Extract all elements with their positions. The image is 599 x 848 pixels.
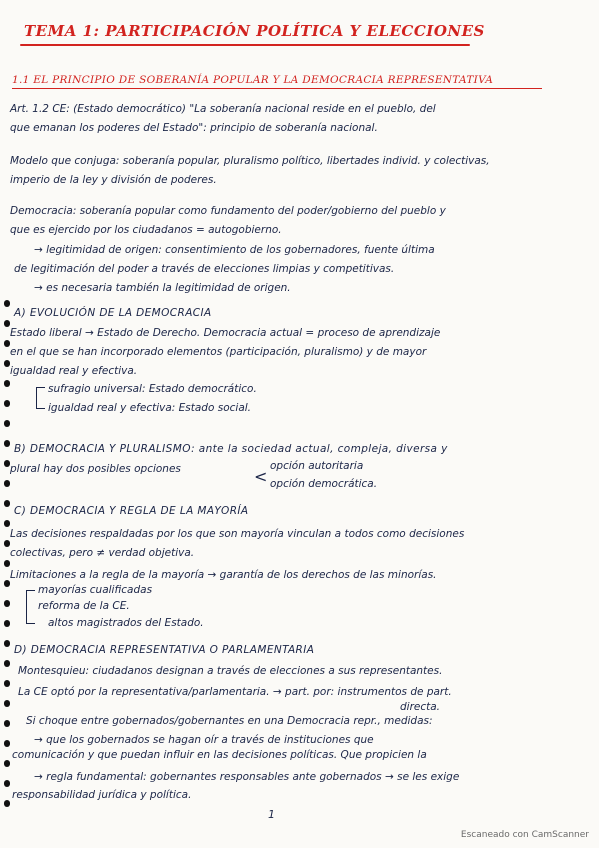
branch-symbol: <: [254, 467, 268, 486]
subsection-heading: B) DEMOCRACIA Y PLURALISMO: ante la sociedad actual, compleja, diversa y: [14, 443, 448, 455]
page-number: 1: [268, 808, 275, 821]
binder-hole: [4, 740, 10, 747]
note-line: → legitimidad de origen: consentimiento de los gobernadores, fuente última: [34, 244, 435, 256]
note-line: igualdad real y efectiva.: [10, 365, 138, 377]
note-line: imperio de la ley y división de poderes.: [10, 174, 217, 186]
branch-bracket: [36, 387, 45, 409]
note-line: Estado liberal → Estado de Derecho. Democracia actual = proceso de aprendizaje: [10, 327, 441, 339]
note-line: en el que se han incorporado elementos (participación, pluralismo) y de mayor: [10, 346, 427, 358]
note-line: opción autoritaria: [270, 460, 364, 472]
note-line: Art. 1.2 CE: (Estado democrático) "La soberanía nacional reside en el pueblo, del: [10, 103, 436, 115]
binder-hole: [4, 760, 10, 767]
binder-hole: [4, 380, 10, 387]
binder-hole: [4, 500, 10, 507]
note-line: Las decisiones respaldadas por los que son mayoría vinculan a todos como decisiones: [10, 528, 465, 540]
note-line: colectivas, pero ≠ verdad objetiva.: [10, 547, 195, 559]
binder-hole: [4, 700, 10, 707]
note-line: de legitimación del poder a través de elecciones limpias y competitivas.: [14, 263, 395, 275]
page-title: TEMA 1: PARTICIPACIÓN POLÍTICA Y ELECCIONES: [24, 22, 485, 40]
subsection-heading: D) DEMOCRACIA REPRESENTATIVA O PARLAMENTARIA: [14, 644, 315, 656]
note-line: plural hay dos posibles opciones: [10, 463, 181, 475]
section-title: 1.1 EL PRINCIPIO DE SOBERANÍA POPULAR Y LA DEMOCRACIA REPRESENTATIVA: [12, 74, 494, 86]
binder-hole: [4, 620, 10, 627]
subsection-heading: A) EVOLUCIÓN DE LA DEMOCRACIA: [14, 307, 212, 319]
note-line: Modelo que conjuga: soberanía popular, pluralismo político, libertades individ. y colectivas,: [10, 155, 490, 167]
note-line: La CE optó por la representativa/parlamentaria. → part. por: instrumentos de part.: [18, 686, 452, 698]
binder-hole: [4, 600, 10, 607]
note-line: → regla fundamental: gobernantes responsables ante gobernados → se les exige: [34, 771, 460, 783]
note-line: igualdad real y efectiva: Estado social.: [48, 402, 252, 414]
title-underline: [20, 44, 470, 46]
note-line: responsabilidad jurídica y política.: [12, 789, 192, 801]
note-line: comunicación y que puedan influir en las decisiones políticas. Que propicien la: [12, 749, 427, 761]
binder-hole: [4, 680, 10, 687]
note-line: mayorías cualificadas: [38, 584, 153, 596]
note-line: Montesquieu: ciudadanos designan a través de elecciones a sus representantes.: [18, 665, 443, 677]
scanner-watermark: Escaneado con CamScanner: [460, 830, 589, 840]
note-line: → que los gobernados se hagan oír a través de instituciones que: [34, 734, 374, 746]
note-line: Democracia: soberanía popular como fundamento del poder/gobierno del pueblo y: [10, 205, 446, 217]
note-line: que es ejercido por los ciudadanos = autogobierno.: [10, 224, 282, 236]
note-line: reforma de la CE.: [38, 600, 130, 612]
note-line: Limitaciones a la regla de la mayoría → garantía de los derechos de las minorías.: [10, 569, 437, 581]
note-line: Si choque entre gobernados/gobernantes en una Democracia repr., medidas:: [26, 715, 433, 727]
note-line: directa.: [400, 701, 441, 713]
binder-hole: [4, 480, 10, 487]
binder-hole: [4, 440, 10, 447]
binder-hole: [4, 300, 10, 307]
branch-bracket: [26, 590, 35, 624]
subsection-heading: C) DEMOCRACIA Y REGLA DE LA MAYORÍA: [14, 505, 249, 517]
binder-hole: [4, 720, 10, 727]
note-line: sufragio universal: Estado democrático.: [48, 383, 257, 395]
binder-hole: [4, 640, 10, 647]
note-line: que emanan los poderes del Estado": principio de soberanía nacional.: [10, 122, 378, 134]
binder-hole: [4, 420, 10, 427]
binder-hole: [4, 660, 10, 667]
note-line: opción democrática.: [270, 478, 378, 490]
section-underline: [12, 88, 542, 89]
binder-hole: [4, 400, 10, 407]
binder-hole: [4, 800, 10, 807]
note-line: altos magistrados del Estado.: [48, 617, 204, 629]
binder-hole: [4, 780, 10, 787]
note-line: → es necesaria también la legitimidad de origen.: [34, 282, 291, 294]
